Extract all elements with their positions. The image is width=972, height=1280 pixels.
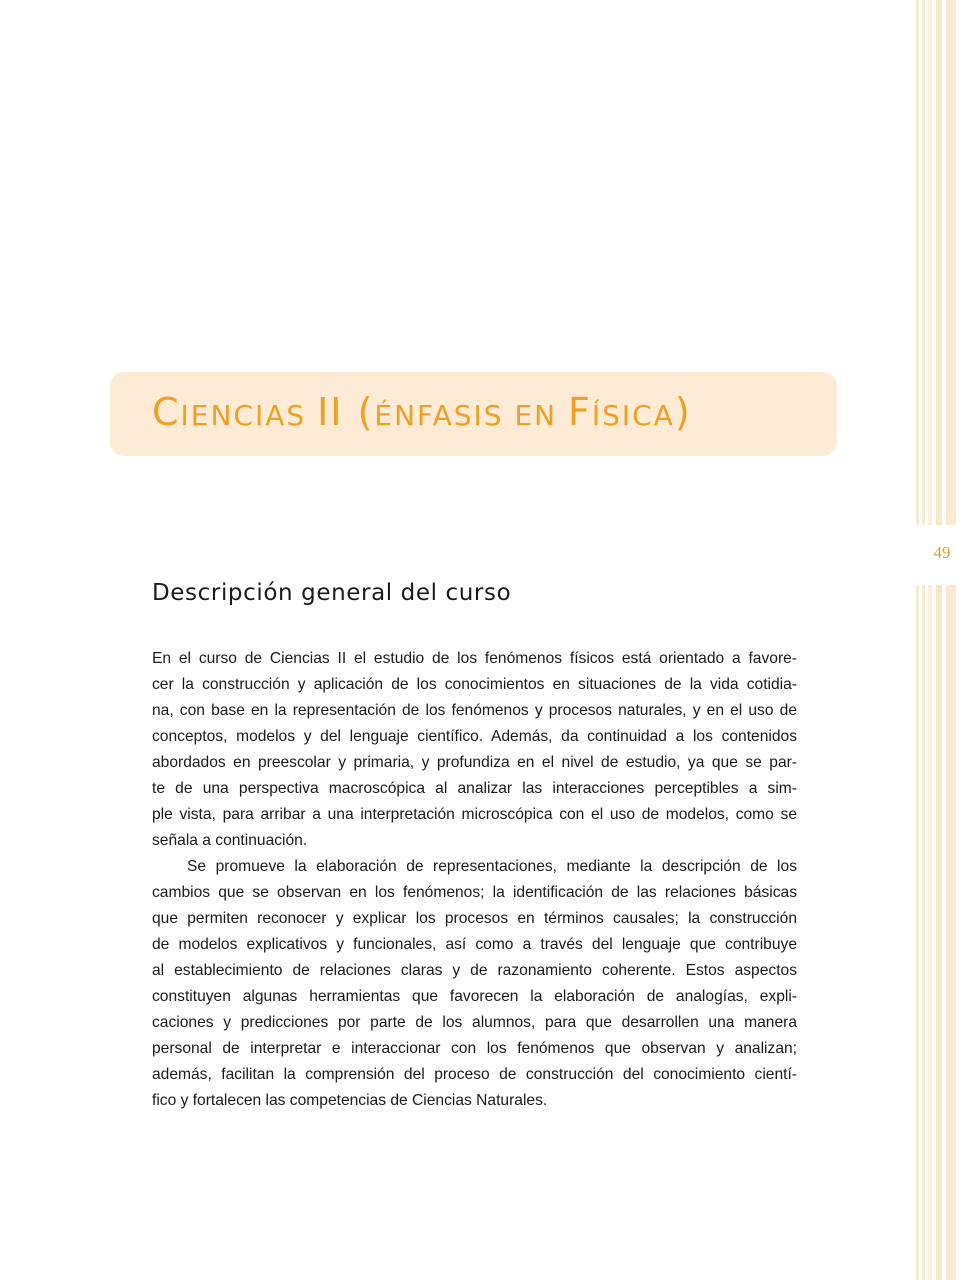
page-number: 49 (933, 543, 951, 562)
text-line: fico y fortalecen las competencias de Ciencias Naturales. (152, 1092, 548, 1109)
chapter-title-banner (110, 372, 837, 456)
title-part: ) (674, 390, 692, 434)
title-part: F (567, 390, 592, 434)
decorative-stripes-top (912, 0, 972, 525)
decorative-stripes-bottom (912, 585, 972, 1280)
paragraph-2 (152, 854, 797, 1114)
text-line: de modelos explicativos y funcionales, así como a través del lenguaje que contribuye (152, 936, 797, 953)
title-part: C (152, 390, 181, 434)
stripe (936, 585, 942, 1280)
section-heading: Descripción general del curso (152, 580, 512, 606)
text-line: constituyen algunas herramientas que favorecen la elaboración de analogías, expli- (152, 988, 797, 1005)
title-part: II ( (317, 390, 375, 434)
text-line: conceptos, modelos y del lenguaje científico. Además, da continuidad a los contenidos (152, 728, 797, 745)
stripe (916, 585, 919, 1280)
text-line: caciones y predicciones por parte de los alumnos, para que desarrollen una manera (152, 1014, 797, 1031)
text-line: personal de interpretar e interaccionar con los fenómenos que observan y analizan; (152, 1040, 797, 1057)
text-line: abordados en preescolar y primaria, y profundiza en el nivel de estudio, ya que se par- (152, 754, 797, 771)
stripe (946, 585, 956, 1280)
text-line: además, facilitan la comprensión del proceso de construcción del conocimiento cientí- (152, 1066, 797, 1083)
chapter-title (152, 390, 692, 434)
stripe (946, 0, 956, 525)
stripe (928, 0, 932, 525)
text-line: te de una perspectiva macroscópica al analizar las interacciones perceptibles a sim- (152, 780, 797, 797)
text-line: En el curso de Ciencias II el estudio de los fenómenos físicos está orientado a favore- (152, 650, 797, 667)
stripe (922, 0, 925, 525)
stripe (936, 0, 942, 525)
stripe (922, 585, 925, 1280)
paragraph-1 (152, 646, 797, 854)
text-line: que permiten reconocer y explicar los procesos en términos causales; la construcción (152, 910, 797, 927)
text-line: cambios que se observan en los fenómenos; la identificación de las relaciones básicas (152, 884, 797, 901)
text-line: señala a continuación. (152, 832, 308, 849)
text-line: ple vista, para arribar a una interpretación microscópica con el uso de modelos, como se (152, 806, 797, 823)
stripe (916, 0, 919, 525)
text-line: cer la construcción y aplicación de los conocimientos en situaciones de la vida cotidia- (152, 676, 797, 693)
text-line: Se promueve la elaboración de representaciones, mediante la descripción de los (187, 858, 797, 875)
text-line: na, con base en la representación de los fenómenos y procesos naturales, y en el uso de (152, 702, 797, 719)
title-part: IENCIAS (180, 399, 318, 432)
body-text (152, 646, 797, 1114)
title-part: ÉNFASIS EN (374, 399, 568, 432)
stripe (928, 585, 932, 1280)
title-part: ÍSICA (591, 399, 675, 432)
text-line: al establecimiento de relaciones claras y de razonamiento coherente. Estos aspectos (152, 962, 797, 979)
